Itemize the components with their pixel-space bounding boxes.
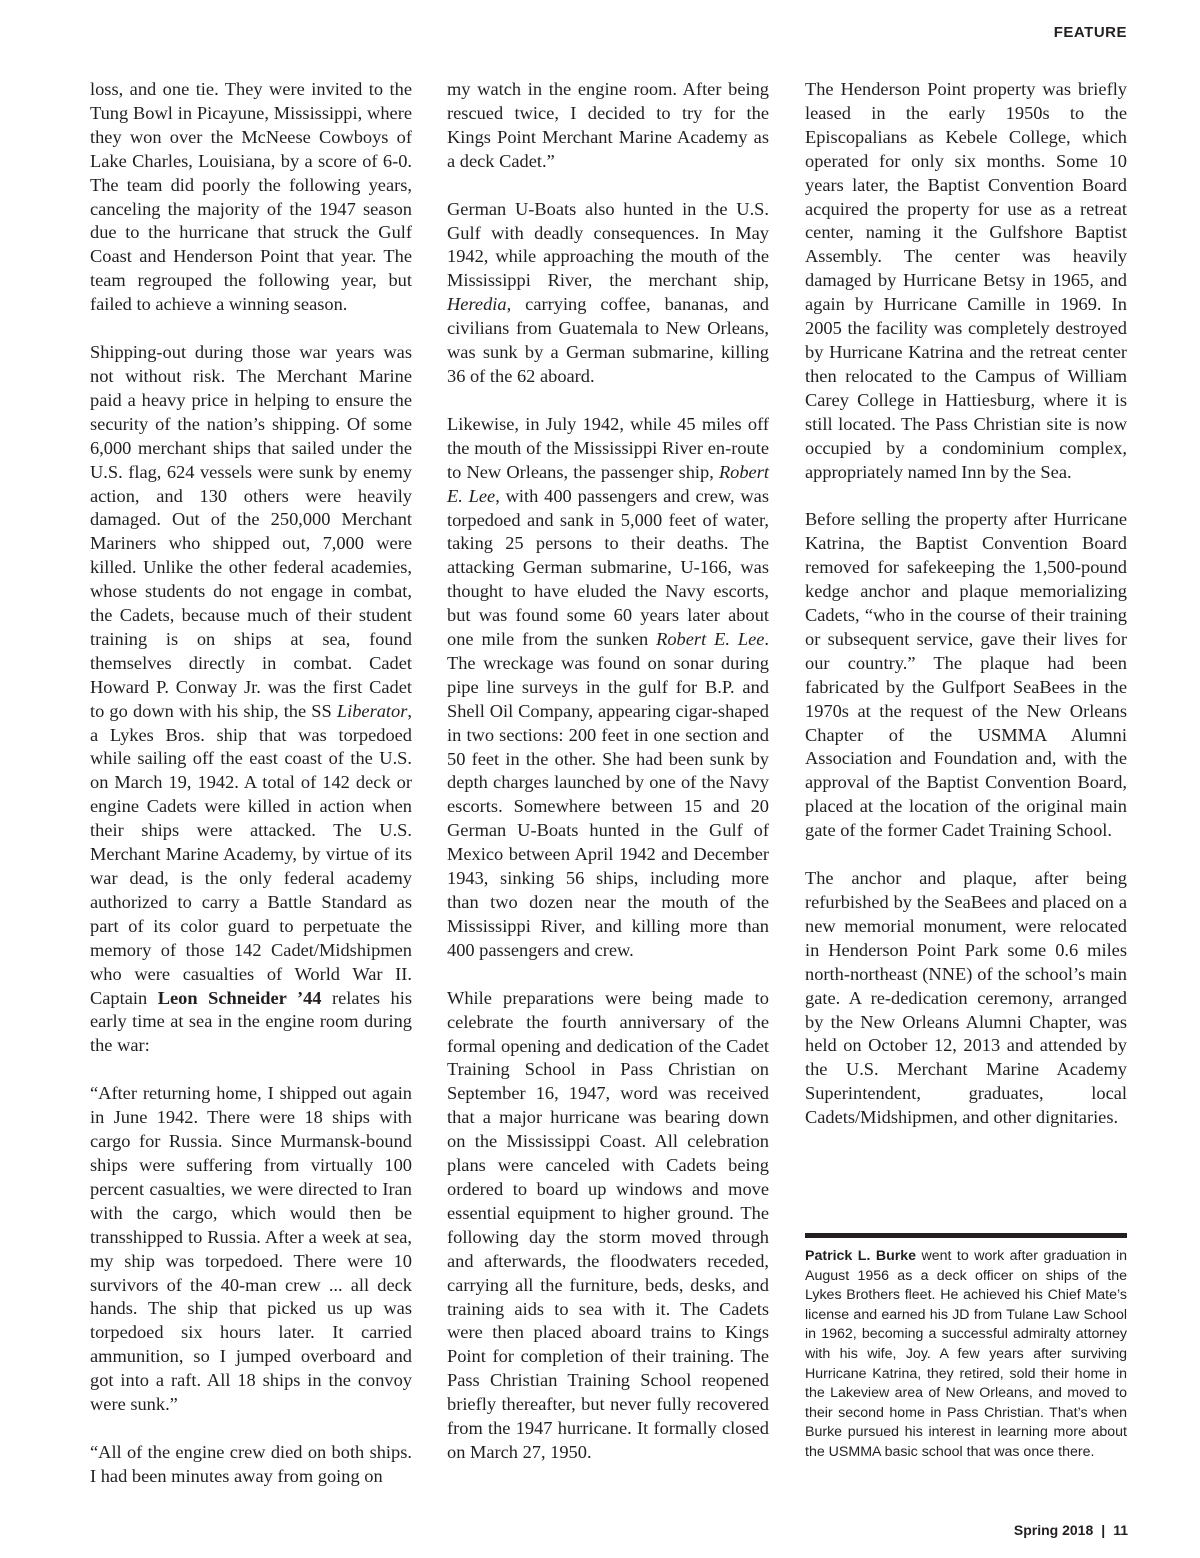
article-paragraph [447, 78, 769, 174]
article-paragraph [90, 78, 412, 317]
text-run: The Henderson Point property was briefly leased in the early 1950s to the Episcopalians as Kebele College, which operated for only six months. Some 10 years later, the Baptist Convention Board acquired the property for use as a retreat center, naming it the Gulfshore Baptist Assembly. The center was heavily damaged by Hurricane Betsy in 1965, and again by Hurricane Camille in 1969. In 2005 the facility was completely destroyed by Hurricane Katrina and the retreat center then relocated to the Campus of William Carey College in Hattiesburg, where it is still located. The Pass Christian site is now occupied by a condominium complex, appropriately named Inn by the Sea. [805, 79, 1127, 482]
text-column-1 [90, 78, 412, 1513]
italic-text: Robert E. Lee [447, 461, 769, 506]
article-paragraph [805, 78, 1127, 484]
text-run: The anchor and plaque, after being refurbished by the SeaBees and placed on a new memorial monument, were relocated in Henderson Point Park some 0.6 miles north-northeast (NNE) of the school’s main gate. A re-dedication ceremony, arranged by the New Orleans Alumni Chapter, was held on October 12, 2013 and attended by the U.S. Merchant Marine Academy Superintendent, graduates, local Cadets/Midshipmen, and other dignitaries. [805, 868, 1127, 1128]
text-run: While preparations were being made to celebrate the fourth anniversary of the formal opening and dedication of the Cadet Training School in Pass Christian on September 16, 1947, word was received that a major hurricane was bearing down on the Mississippi Coast. All celebration plans were canceled with Cadets being ordered to board up windows and move essential equipment to higher ground. The following day the storm moved through and afterwards, the floodwaters receded, carrying all the furniture, beds, desks, and training aids to sea with it. The Cadets were then placed aboard trains to Kings Point for completion of their training. The Pass Christian Training School reopened briefly thereafter, but never fully recovered from the 1947 hurricane. It formally closed on March 27, 1950. [447, 987, 769, 1462]
article-paragraph [90, 341, 412, 1058]
italic-text: Heredia [447, 294, 507, 315]
article-paragraph [90, 1082, 412, 1417]
page-number: 11 [1113, 1522, 1128, 1538]
bio-divider [805, 1233, 1127, 1238]
author-name: Patrick L. Burke [805, 1248, 917, 1264]
issue-label: Spring 2018 [1013, 1522, 1094, 1538]
text-run: German U-Boats also hunted in the U.S. Gulf with deadly consequences. In May 1942, while approaching the mouth of the Mississippi River, the merchant ship, [447, 198, 769, 291]
text-run: loss, and one tie. They were invited to the Tung Bowl in Picayune, Mississippi, where they won over the McNeese Cowboys of Lake Charles, Louisiana, by a score of 6-0. The team did poorly the following years, canceling the majority of the 1947 season due to the hurricane that struck the Gulf Coast and Henderson Point that year. The team regrouped the following year, but failed to achieve a winning season. [90, 79, 412, 315]
text-run: Shipping-out during those war years was not without risk. The Merchant Marine paid a heavy price in helping to ensure the security of the nation’s shipping. Of some 6,000 merchant ships that sailed under the U.S. flag, 624 vessels were sunk by enemy action, and 130 others were heavily damaged. Out of the 250,000 Merchant Mariners who shipped out, 7,000 were killed. Unlike the other federal academies, whose students do not engage in combat, the Cadets, because much of their student training is on ships at sea, found themselves directly in combat. Cadet Howard P. Conway Jr. was the first Cadet to go down with his ship, the SS [90, 342, 412, 721]
text-column-3 [805, 78, 1127, 1154]
italic-text: Liberator [336, 700, 408, 721]
article-paragraph [90, 1441, 412, 1489]
section-label: FEATURE [1053, 24, 1127, 41]
text-run: . The wreckage was found on sonar during pipe line surveys in the gulf for B.P. and Shell Oil Company, appearing cigar-shaped in two sections: 200 feet in one section and 50 feet in the other. She had been sunk by depth charges launched by one of the Navy escorts. Somewhere between 15 and 20 German U-Boats hunted in the Gulf of Mexico between April 1942 and December 1943, sinking 56 ships, including more than two dozen near the mouth of the Mississippi River, and killing more than 400 passengers and crew. [447, 629, 769, 960]
bold-name: Leon Schneider ’44 [157, 987, 322, 1008]
article-paragraph [805, 508, 1127, 843]
text-run: , carrying coffee, bananas, and civilians from Guatemala to New Orleans, was sunk by a German submarine, killing 36 of the 62 aboard. [447, 294, 769, 386]
article-paragraph [447, 987, 769, 1465]
author-bio-text: went to work after graduation in August 1956 as a deck officer on ships of the Lykes Brothers fleet. He achieved his Chief Mate’s license and earned his JD from Tulane Law School in 1962, becoming a successful admiralty attorney with his wife, Joy. A few years after surviving Hurricane Katrina, they retired, sold their home in the Lakeview area of New Orleans, and moved to their second home in Pass Christian. That’s when Burke pursued his interest in learning more about the USMMA basic school that was once there. [805, 1248, 1127, 1460]
text-column-2 [447, 78, 769, 1489]
text-run: “After returning home, I shipped out again in June 1942. There were 18 ships with cargo for Russia. Since Murmansk-bound ships were suffering from virtually 100 percent casualties, we were directed to Iran with the cargo, which would then be transshipped to Russia. After a week at sea, my ship was torpedoed. There were 10 survivors of the 40-man crew ... all deck hands. The ship that picked us up was torpedoed six hours later. It carried ammunition, so I jumped overboard and got into a raft. All 18 ships in the convoy were sunk.” [90, 1083, 412, 1415]
article-paragraph [805, 867, 1127, 1130]
text-run: , a Lykes Bros. ship that was torpedoed while sailing off the east coast of the U.S. on March 19, 1942. A total of 142 deck or engine Cadets were killed in action when their ships were attacked. The U.S. Merchant Marine Academy, by virtue of its war dead, is the only federal academy authorized to carry a Battle Standard as part of its color guard to perpetuate the memory of those 142 Cadet/Midshipmen who were casualties of World War II. Captain [90, 700, 412, 1008]
text-run: Likewise, in July 1942, while 45 miles off the mouth of the Mississippi River en-route to New Orleans, the passenger ship, [447, 413, 769, 482]
text-run: , with 400 passengers and crew, was torpedoed and sank in 5,000 feet of water, taking 25 persons to their deaths. The attacking German submarine, U-166, was thought to have eluded the Navy escorts, but was found some 60 years later about one mile from the sunken [447, 485, 770, 650]
footer-separator: | [1101, 1522, 1106, 1538]
article-paragraph [447, 413, 769, 963]
text-run: “All of the engine crew died on both ships. I had been minutes away from going on [90, 1441, 412, 1486]
italic-text: Robert E. Lee [656, 629, 765, 650]
article-paragraph [447, 198, 769, 389]
text-run: relates his early time at sea in the engine room during the war: [90, 987, 412, 1056]
text-run: Before selling the property after Hurricane Katrina, the Baptist Convention Board removed for safekeeping the 1,500-pound kedge anchor and plaque memorializing Cadets, “who in the course of their training or subsequent service, gave their lives for our country.” The plaque had been fabricated by the Gulfport SeaBees in the 1970s at the request of the New Orleans Chapter of the USMMA Alumni Association and Foundation and, with the approval of the Baptist Convention Board, placed at the location of the original main gate of the former Cadet Training School. [805, 509, 1127, 841]
author-bio [805, 1247, 1127, 1463]
text-run: my watch in the engine room. After being rescued twice, I decided to try for the Kings Point Merchant Marine Academy as a deck Cadet.” [447, 79, 769, 171]
page-footer [1014, 1522, 1128, 1538]
